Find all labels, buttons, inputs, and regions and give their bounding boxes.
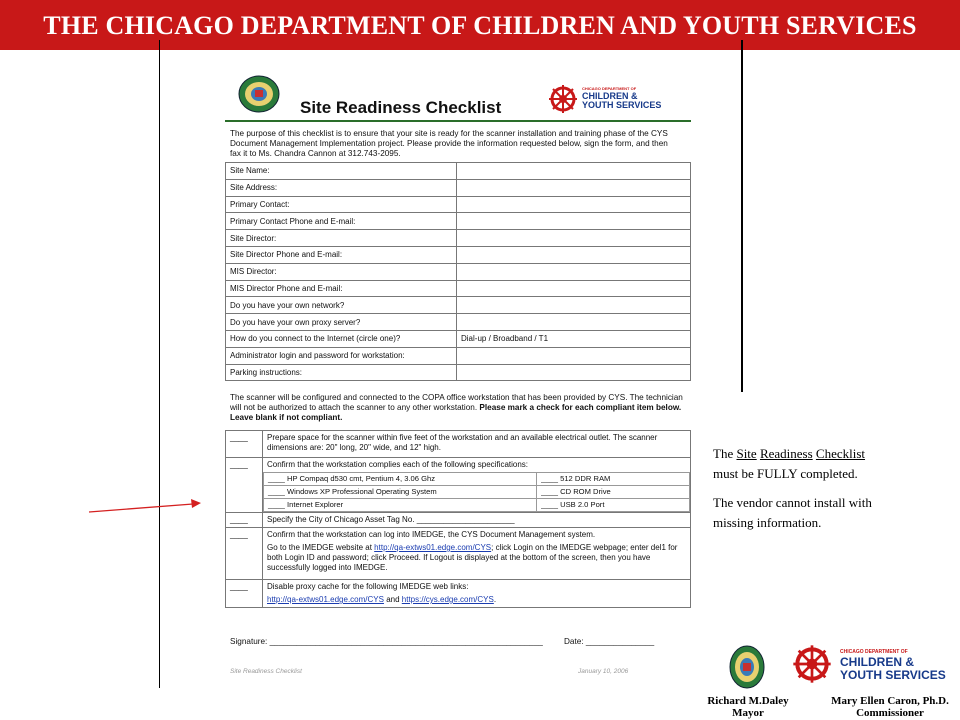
table-row	[226, 213, 691, 230]
proxy-text: Disable proxy cache for the following IMEDGE web links:	[267, 582, 469, 591]
cys-wheel-icon	[548, 84, 578, 114]
spec-item: ____ Internet Explorer	[264, 499, 537, 512]
table-row	[226, 246, 691, 263]
logo-line2: YOUTH SERVICES	[582, 100, 662, 110]
field-label: Administrator login and password for workstation:	[226, 347, 457, 364]
spec-table	[263, 472, 690, 512]
logo-line1: CHILDREN &	[582, 91, 638, 101]
table-row	[264, 486, 690, 499]
period: .	[493, 595, 497, 604]
compliance-item	[263, 458, 691, 513]
scanner-text: The scanner will be configured and connected to the COPA office workstation that has been provided by CYS. The technician will not be authorized to attach the scanner to any other workstation.	[230, 393, 683, 412]
field-label: Site Name:	[226, 163, 457, 180]
table-row	[226, 528, 691, 580]
note-line-2: must be FULLY completed.	[713, 466, 858, 481]
commissioner-name: Mary Ellen Caron, Ph.D.	[831, 695, 949, 707]
check-blank[interactable]: ____	[226, 513, 263, 528]
field-label: Site Director:	[226, 230, 457, 247]
field-label: Site Address:	[226, 179, 457, 196]
spec-intro: Confirm that the workstation complies each of the following specifications:	[267, 460, 529, 469]
table-row	[226, 280, 691, 297]
table-row	[264, 499, 690, 512]
field-value[interactable]	[457, 364, 691, 381]
note-line-1	[713, 445, 865, 463]
field-label: Do you have your own proxy server?	[226, 314, 457, 331]
compliance-item	[263, 528, 691, 580]
scanner-paragraph	[230, 393, 690, 423]
checklist-page	[160, 40, 744, 688]
intro-paragraph: The purpose of this checklist is to ensure that your site is ready for the scanner installation and training phase of the CYS Document Management Implementation project. Please provide the information requested below, sign the form, and then fax it to Ms. Chandra Cannon at 312.743-2095.	[230, 129, 668, 158]
imedge-text-a: Go to the IMEDGE website at	[267, 543, 372, 552]
note-the: The	[713, 446, 737, 461]
compliance-table	[225, 430, 691, 608]
commissioner-credit	[820, 695, 960, 719]
field-value[interactable]	[457, 297, 691, 314]
field-label: How do you connect to the Internet (circle one)?	[226, 330, 457, 347]
bottom-logo-line2: YOUTH SERVICES	[840, 668, 946, 682]
field-label: Primary Contact:	[226, 196, 457, 213]
check-blank[interactable]: ____	[226, 458, 263, 513]
note-checklist: Checklist	[815, 446, 866, 461]
cys-link[interactable]: https://cys.edge.com/CYS	[401, 595, 494, 604]
table-row	[226, 179, 691, 196]
field-label: Parking instructions:	[226, 364, 457, 381]
mayor-credit	[698, 695, 798, 719]
table-row	[226, 263, 691, 280]
imedge-text-b: ; click Login on the IMEDGE webpage; enter del1 for both Login ID and password; click Proceed. If Logout is displayed at the bottom of the screen, then you have successfully logged into IMEDGE.	[267, 543, 678, 572]
mayor-title: Mayor	[732, 707, 764, 719]
logo-small-text: CHICAGO DEPARTMENT OF	[582, 86, 637, 91]
title-divider	[225, 120, 691, 122]
table-row	[226, 431, 691, 458]
spec-item: ____ Windows XP Professional Operating System	[264, 486, 537, 499]
imedge-link[interactable]: http://qa-extws01.edge.com/CYS	[374, 543, 492, 552]
compliance-item: Prepare space for the scanner within five feet of the workstation and an available electrical outlet. The scanner dimensions are: 20" long, 20" wide, and 12" high.	[263, 431, 691, 458]
mayor-name: Richard M.Daley	[707, 695, 789, 707]
table-row	[226, 314, 691, 331]
spec-item: ____ HP Compaq d530 cmt, Pentium 4, 3.06 Ghz	[264, 473, 537, 486]
cys-wheel-icon	[792, 644, 832, 684]
qa-link[interactable]: http://qa-extws01.edge.com/CYS	[267, 595, 384, 604]
table-row	[226, 364, 691, 381]
field-value[interactable]	[457, 314, 691, 331]
field-value[interactable]	[457, 230, 691, 247]
compliance-item: Specify the City of Chicago Asset Tag No. ______________________	[263, 513, 691, 528]
table-row	[264, 473, 690, 486]
commissioner-title: Commissioner	[856, 707, 924, 719]
document-title: Site Readiness Checklist	[300, 98, 502, 117]
and-text: and	[386, 595, 400, 604]
city-seal-icon	[236, 74, 282, 114]
note-site: Site	[736, 446, 757, 461]
check-instruction: Please mark a check for each compliant item below. Leave blank if not compliant.	[230, 403, 682, 422]
bottom-logo-small: CHICAGO DEPARTMENT OF	[840, 649, 908, 655]
table-row	[226, 347, 691, 364]
city-seal-icon	[728, 644, 766, 690]
imedge-instructions	[267, 543, 686, 573]
date-line[interactable]: Date: _______________	[564, 637, 655, 646]
signature-line[interactable]: Signature: ____________________________________________________________	[230, 637, 543, 646]
table-row	[226, 513, 691, 528]
table-row	[226, 580, 691, 608]
field-value[interactable]	[457, 196, 691, 213]
spec-item: ____ 512 DDR RAM	[537, 473, 690, 486]
table-row	[226, 458, 691, 513]
spec-item: ____ USB 2.0 Port	[537, 499, 690, 512]
note-readiness: Readiness	[759, 446, 813, 461]
field-value[interactable]	[457, 347, 691, 364]
table-row	[226, 196, 691, 213]
checklist-document	[159, 40, 744, 688]
field-value[interactable]	[457, 163, 691, 180]
field-label: MIS Director Phone and E-mail:	[226, 280, 457, 297]
field-value[interactable]	[457, 263, 691, 280]
field-label: Site Director Phone and E-mail:	[226, 246, 457, 263]
proxy-links	[267, 595, 686, 605]
bottom-logo-line1: CHILDREN &	[840, 655, 914, 669]
field-label: MIS Director:	[226, 263, 457, 280]
table-row	[226, 230, 691, 247]
field-value[interactable]	[457, 280, 691, 297]
field-label: Primary Contact Phone and E-mail:	[226, 213, 457, 230]
imedge-confirm-text: Confirm that the workstation can log into IMEDGE, the CYS Document Management system.	[267, 530, 596, 539]
spec-item: ____ CD ROM Drive	[537, 486, 690, 499]
footer-left: Site Readiness Checklist	[230, 668, 302, 675]
banner-title: THE CHICAGO DEPARTMENT OF CHILDREN AND YOUTH SERVICES	[43, 11, 917, 40]
footer-date: January 10, 2006	[578, 668, 629, 675]
note-line-4: missing information.	[713, 515, 822, 530]
document-edge	[741, 40, 743, 392]
check-blank[interactable]: ____	[226, 431, 263, 458]
table-row	[226, 297, 691, 314]
field-value[interactable]	[457, 246, 691, 263]
field-label: Do you have your own network?	[226, 297, 457, 314]
compliance-item	[263, 580, 691, 608]
field-value[interactable]	[457, 179, 691, 196]
table-row	[226, 330, 691, 347]
check-blank[interactable]: ____	[226, 580, 263, 608]
table-row	[226, 163, 691, 180]
field-value[interactable]: Dial-up / Broadband / T1	[457, 330, 691, 347]
site-info-table	[225, 162, 691, 381]
cys-logo	[548, 84, 668, 116]
bottom-cys-logo	[790, 644, 960, 688]
check-blank[interactable]: ____	[226, 528, 263, 580]
field-value[interactable]	[457, 213, 691, 230]
note-line-3: The vendor cannot install with	[713, 495, 872, 510]
